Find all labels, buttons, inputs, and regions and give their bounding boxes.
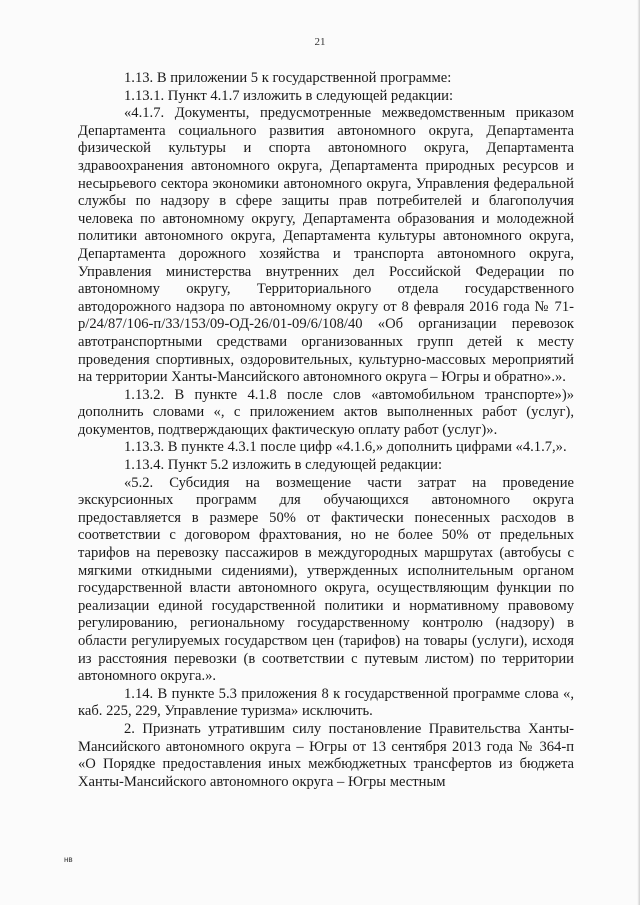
paragraph-1-13-1: 1.13.1. Пункт 4.1.7 изложить в следующей редакции: (124, 87, 453, 104)
paragraph-4-1-7: «4.1.7. Документы, предусмотренные межведомственным приказом Департамента социального развития автономного округа, Департамента физической культуры и спорта автономного округа, Департамента здравоохранения автономного округа, Департамента природных ресурсов и несырьевого сектора экономики автономного округа, Управления федеральной службы по надзору в сфере защиты прав потребителей и благополучия человека по автономному округу, Департамента образования и молодежной политики автономного округа, Департамента культуры автономного округа, Департамента дорожного хозяйства и транспорта автономного округа, Управления министерства внутренних дел Российской Федерации по автономному округу, Территориального отдела государственного автодорожного надзора по автономному округу от 8 февраля 2016 года № 71-р/24/87/106-п/33/153/09-ОД-26/01-09/6/108/40 «Об организации перевозок автотранспортными средствами организованных групп детей к месту проведения спортивных, оздоровительных, культурно-массовых мероприятий на территории Ханты-Мансийского автономного округа – Югры и обратно».». (78, 105, 574, 386)
paragraph-2: 2. Признать утратившим силу постановление Правительства Ханты-Мансийского автономного округа – Югры от 13 сентября 2013 года № 364-п «О Порядке предоставления иных межбюджетных трансфертов из бюджета Ханты-Мансийского автономного округа – Югры местным (78, 720, 574, 790)
footer-initials: нв (64, 855, 73, 864)
paragraph-5-2: «5.2. Субсидия на возмещение части затрат на проведение экскурсионных программ для обучающихся автономного округа предоставляется в размере 50% от фактически понесенных расходов в соответствии с договором фрахтования, но не более 50% от предельных тарифов на перевозку пассажиров в междугородных маршрутах (автобусы с мягкими откидными сидениями), утвержденных исполнительным органом государственной власти автономного округа, осуществляющим функции по реализации единой государственной политики и нормативному правовому регулированию, региональному государственному контролю (надзору) в области регулируемых государством цен (тарифов) на товары (услуги), исходя из расстояния перевозки (в соответствии с путевым листом) по территории автономного округа.». (78, 474, 574, 685)
paragraph-1-13-2: 1.13.2. В пункте 4.1.8 после слов «автомобильном транспорте»)» дополнить словами «, с приложением актов выполненных работ (услуг), документов, подтверждающих фактическую оплату работ (услуг)». (78, 386, 574, 438)
page-number: 21 (314, 36, 326, 48)
paragraph-1-13: 1.13. В приложении 5 к государственной программе: (124, 70, 452, 86)
paragraph-1-14: 1.14. В пункте 5.3 приложения 8 к государственной программе слова «, каб. 225, 229, Управление туризма» исключить. (78, 685, 574, 720)
paragraph-1-13-3: 1.13.3. В пункте 4.3.1 после цифр «4.1.6,» дополнить цифрами «4.1.7,». (124, 439, 567, 456)
paragraph-1-13-4: 1.13.4. Пункт 5.2 изложить в следующей редакции: (124, 457, 443, 474)
document-body (78, 70, 574, 791)
